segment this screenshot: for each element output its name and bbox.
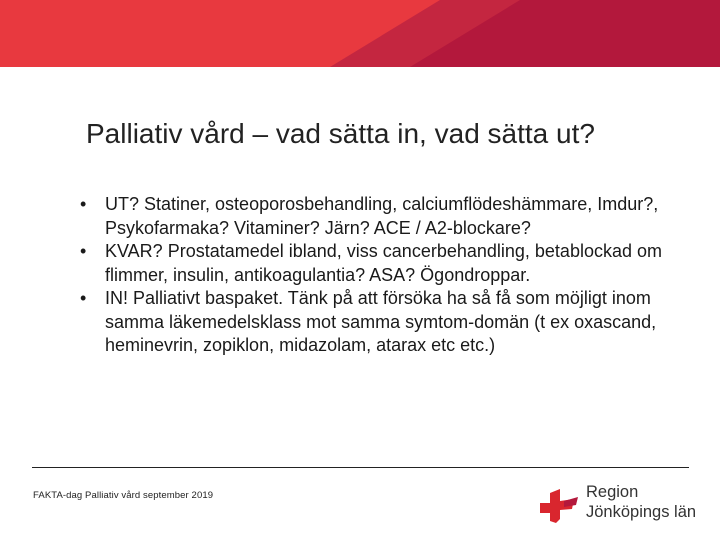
footer-divider (32, 467, 689, 468)
banner-graphic (0, 0, 720, 67)
slide-title: Palliativ vård – vad sätta in, vad sätta ut? (86, 118, 595, 149)
bullet-item (80, 193, 680, 240)
bullet-marker: • (80, 194, 87, 214)
logo-line-2: Jönköpings län (586, 503, 697, 521)
bullet-text: IN! Palliativt baspaket. Tänk på att försöka ha så få som möjligt inom samma läkemedelsklass mot samma symtom-domän (t ex oxascand, heminevrin, zopiklon, midazolam, atarax etc etc.) (105, 288, 657, 355)
bullet-list (80, 193, 680, 358)
bullet-item (80, 240, 680, 287)
bullet-marker: • (80, 241, 87, 261)
bullet-item (80, 287, 680, 358)
logo-wordmark (586, 482, 696, 522)
region-cross-logo-icon (534, 483, 582, 527)
footer-caption: FAKTA-dag Palliativ vård september 2019 (33, 490, 214, 501)
bullet-text: UT? Statiner, osteoporosbehandling, calciumflödeshämmare, Imdur?, Psykofarmaka? Vitaminer? Järn? ACE / A2-blockare? (105, 194, 659, 238)
bullet-marker: • (80, 288, 87, 308)
logo-line-1: Region (586, 483, 639, 501)
header-banner (0, 0, 720, 67)
bullet-text: KVAR? Prostatamedel ibland, viss cancerbehandling, betablockad om flimmer, insulin, antikoagulantia? ASA? Ögondroppar. (105, 241, 662, 285)
region-logo (534, 480, 714, 530)
